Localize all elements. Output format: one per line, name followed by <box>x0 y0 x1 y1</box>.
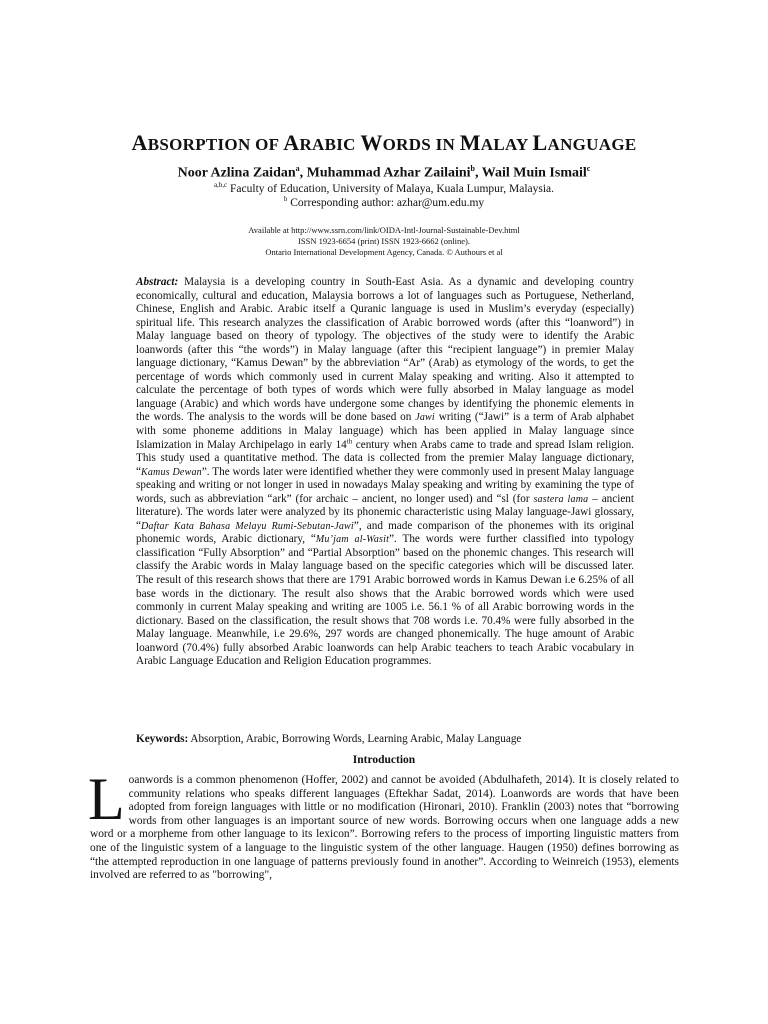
abstract-text: – ancient literature). The words later were analyzed by its phonemic characteristic using Malay language-Jawi glossary, “ <box>136 492 635 532</box>
author-superscript: c <box>586 164 591 173</box>
abstract <box>136 276 634 669</box>
abstract-text: writing (“Jawi” is a term of Arab alphabet with some phoneme additions in Malay language) which has been applied in Malay language since Islamization in Malay Archipelago in early 14 <box>136 411 634 451</box>
title-cap: A <box>283 130 300 155</box>
abstract-italic: Daftar Kata Bahasa Melayu Rumi-Sebutan-Jawi <box>140 520 354 532</box>
introduction-paragraph <box>88 766 679 883</box>
title-word: IN <box>435 135 456 154</box>
author-name: Noor Azlina Zaidan <box>177 165 296 181</box>
affiliation-text: Faculty of Education, University of Malaya, Kuala Lumpur, Malaysia. <box>227 182 555 195</box>
title-cap: A <box>131 130 148 155</box>
abstract-italic: Mu’jam al-Wasit <box>315 534 390 546</box>
title-word: OF <box>255 135 279 154</box>
author-superscript: b <box>470 164 475 173</box>
introduction-text: oanwords is a common phenomenon (Hoffer, 2002) and cannot be avoided (Abdulhafeth, 2014). It is closely related to community relations who speaks different languages (Eftekhar Sadat, 2014). Loanwords are words that have been adopted from foreign languages with little or no modification (Hironari, 2010). Franklin (2003) notes that “borrowing words from other languages is an important source of new words. Borrowing occurs when one language adds a new word or a morpheme from other language to its lexicon”. Borrowing refers to the process of importing linguistic matters from one of the linguistic system of a language to the linguistic system of the other language. Haugen (1950) defines borrowing as “the attempted reproduction in one language of patterns previously found in another”. According to Weinreich (1953), elements involved are referred to as "borrowing", <box>90 774 679 882</box>
keywords <box>136 733 634 745</box>
keywords-text: Absorption, Arabic, Borrowing Words, Learning Arabic, Malay Language <box>188 733 522 745</box>
abstract-text: ”, and made comparison of the phonemes with its original phonemic words, Arabic dictionary, “ <box>136 519 635 546</box>
abstract-text: ”. The words were further classified into typology classification “Fully Absorption” and “Partial Absorption” based on the phonemic changes. This research will classify the Arabic words in Malay language based on the specific categories which will be discussed later. The result of this research shows that there are 1791 Arabic borrowed words in Kamus Dewan i.e 6.25% of all base words in the dictionary. The result also shows that the Arabic borrowed words which were used commonly in current Malay speaking and writing are 1005 i.e. 56.1 % of all Arabic borrowing words in the dictionary. Based on the classification, the result shows that 708 words i.e. 70.4% were fully absorbed in the Malay language. Meanwhile, i.e 29.6%, 297 words are changed phonemically. The huge amount of Arabic loanword (70.4%) fully absorbed Arabic loanwords can help Arabic teachers to teach Arabic vocabulary in Arabic Language Education and Religion Education programmes. <box>136 533 634 668</box>
title-word: RABIC <box>299 135 356 154</box>
abstract-text: Malaysia is a developing country in South-East Asia. As a dynamic and developing country economically, cultural and education, Malaysia borrows a lot of languages such as Portuguese, Netherland, Chinese, English and Arabic. Arabic itself a Quranic language is used in Muslim’s everyday (especially) spiritual life. This research analyzes the classification of Arabic borrowed words (after this “loanword”) in Malay language based on theory of typology. The objectives of the study were to identify the Arabic loanwords (after this “the words”) in Malay language (after this “recipient language”) in premier Malay language dictionary, “Kamus Dewan” by the abbreviation “Ar” (Arab) as etymology of the words, to get the percentage of words which commonly used in current Malay speaking and writing. Also it attempted to calculate the percentage of both types of words which were fully absorbed in Malay language as model language (Arabic) and which words have undergone some changes by identifying the phonemic elements in the words. The analysis to the words will be done based on <box>136 276 634 424</box>
publisher-line: Ontario International Development Agency, Canada. © Authours et al <box>265 247 503 257</box>
title-word: ORDS <box>382 135 432 154</box>
corresponding-author <box>0 195 768 209</box>
author-separator: , <box>475 165 482 181</box>
title-cap: L <box>532 130 548 155</box>
affiliation <box>0 181 768 195</box>
author-separator: , <box>299 165 307 181</box>
title-cap: W <box>360 130 383 155</box>
abstract-text: century when Arabs came to trade and spread Islam religion. This study used a quantitative method. The data is collected from the premier Malay language dictionary, “ <box>136 438 634 478</box>
abstract-text: ”. The words later were identified whether they were commonly used in present Malay language speaking and writing or not longer in used in nowadays Malay speaking and writing by examining the type of words, such as abbreviation “ark” (for archaic – ancient, no longer used) and “sl (for <box>136 465 634 505</box>
abstract-italic: Kamus Dewan <box>140 466 202 478</box>
abstract-superscript: th <box>346 436 353 445</box>
section-heading-introduction: Introduction <box>352 754 416 766</box>
title-cap: M <box>459 130 481 155</box>
keywords-label: Keywords: <box>136 733 189 745</box>
title-word: BSORPTION <box>147 135 251 154</box>
availability-line: Available at http://www.ssrn.com/link/OIDA-Intl-Journal-Sustainable-Dev.html <box>248 225 520 235</box>
title-word: ALAY <box>480 135 528 154</box>
author-superscript: a <box>295 164 300 173</box>
abstract-italic: sastera lama <box>533 493 589 505</box>
issn-line: ISSN 1923-6654 (print) ISSN 1923-6662 (online). <box>298 236 470 246</box>
correspondence-superscript: b <box>283 195 288 203</box>
correspondence-text: Corresponding author: azhar@um.edu.my <box>287 196 485 209</box>
abstract-label: Abstract: <box>136 276 179 288</box>
affiliation-superscript: a,b,c <box>213 181 228 189</box>
author-list <box>0 164 768 182</box>
drop-cap: L <box>88 766 125 832</box>
author-name: Muhammad Azhar Zailaini <box>306 165 471 181</box>
title-word: ANGUAGE <box>547 135 637 154</box>
author-name: Wail Muin Ismail <box>481 165 587 181</box>
paper-title <box>0 130 768 156</box>
abstract-italic: Jawi <box>415 412 435 424</box>
